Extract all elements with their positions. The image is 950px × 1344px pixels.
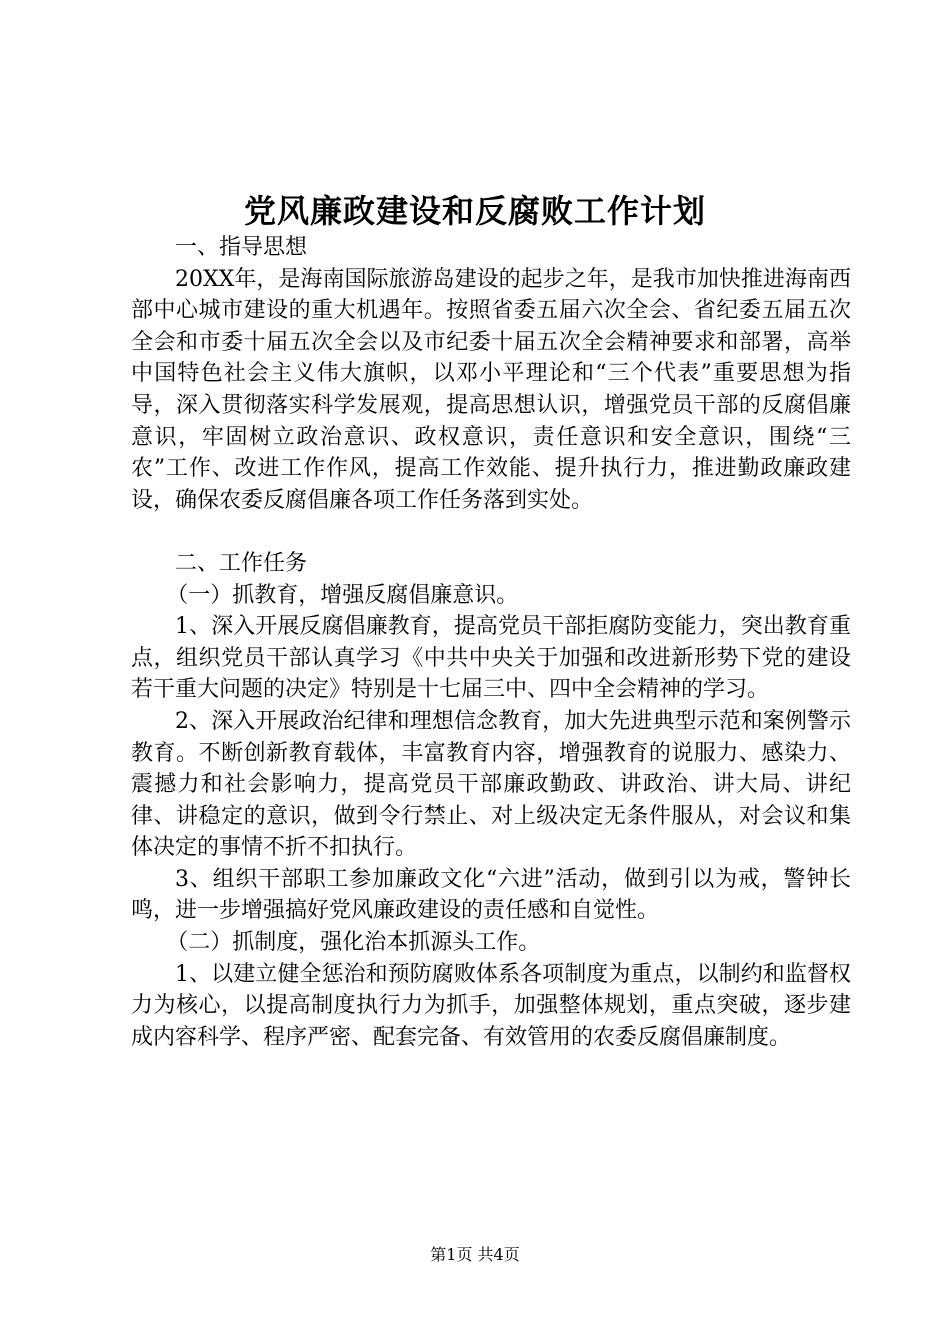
paragraph-spacer: [131, 516, 851, 548]
subsection-heading-education: （一）抓教育，增强反腐倡廉意识。: [166, 582, 519, 608]
paragraph: 1、深入开展反腐倡廉教育，提高党员干部拒腐防变能力，突出教育重点，组织党员干部认真学习《中共中央关于加强和改进新形势下党的建设若干重大问题的决定》特别是十七届三中、四中全会精神的学习。: [131, 614, 851, 703]
section-heading-work-tasks: 二、工作任务: [175, 550, 308, 576]
subsection-heading-system: （二）抓制度，强化治本抓源头工作。: [166, 930, 541, 956]
paragraph: 3、组织干部职工参加廉政文化“六进”活动，做到引以为戒，警钟长鸣，进一步增强搞好党风廉政建设的责任感和自觉性。: [131, 866, 851, 924]
page-footer: 第1页 共4页: [430, 1245, 520, 1264]
paragraph: 1、以建立健全惩治和预防腐败体系各项制度为重点，以制约和监督权力为核心，以提高制度执行力为抓手，加强整体规划，重点突破，逐步建成内容科学、程序严密、配套完备、有效管用的农委反腐倡廉制度。: [131, 961, 851, 1050]
paragraph: 20XX年，是海南国际旅游岛建设的起步之年，是我市加快推进海南西部中心城市建设的重大机遇年。按照省委五届六次全会、省纪委五届五次全会和市委十届五次全会以及市纪委十届五次全会精神要求和部署，高举中国特色社会主义伟大旗帜，以邓小平理论和“三个代表”重要思想为指导，深入贯彻落实科学发展观，提高思想认识，增强党员干部的反腐倡廉意识，牢固树立政治意识、政权意识，责任意识和安全意识，围绕“三农”工作、改进工作作风，提高工作效能、提升执行力，推进勤政廉政建设，确保农委反腐倡廉各项工作任务落到实处。: [131, 266, 851, 513]
document-title: 党风廉政建设和反腐败工作计划: [243, 192, 706, 230]
section-heading-guiding-ideology: 一、指导思想: [175, 235, 308, 260]
document-body: [131, 232, 851, 1053]
paragraph: 2、深入开展政治纪律和理想信念教育，加大先进典型示范和案例警示教育。不断创新教育载体，丰富教育内容，增强教育的说服力、感染力、震撼力和社会影响力，提高党员干部廉政勤政、讲政治、讲大局、讲纪律、讲稳定的意识，做到令行禁止、对上级决定无条件服从，对会议和集体决定的事情不折不扣执行。: [131, 708, 851, 861]
